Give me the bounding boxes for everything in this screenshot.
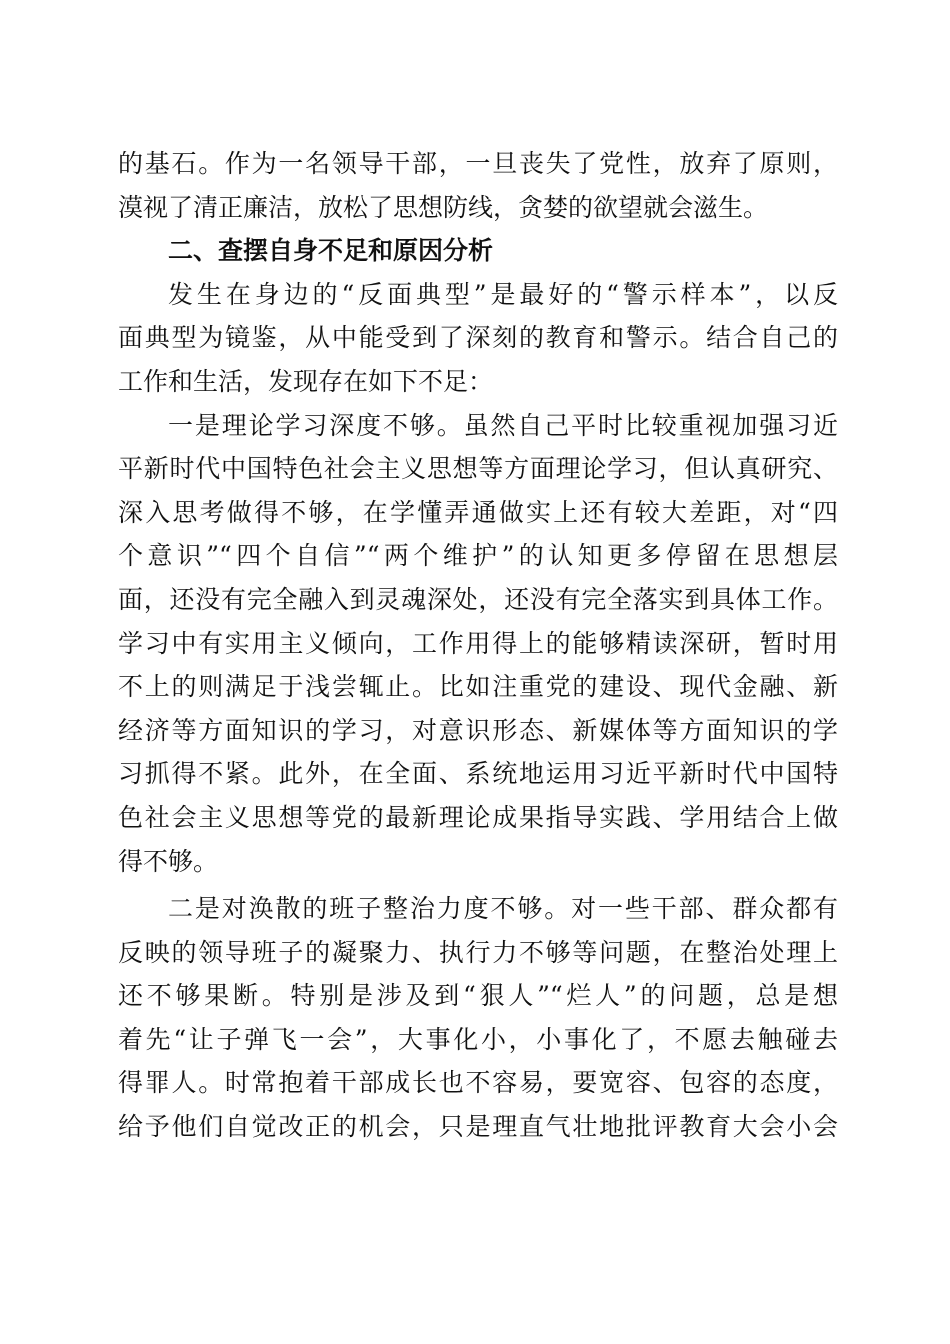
text-line: 色社会主义思想等党的最新理论成果指导实践、学用结合上做 — [118, 802, 838, 832]
continuation-paragraph — [118, 142, 838, 229]
text-line: 二是对涣散的班子整治力度不够。对一些干部、群众都有 — [168, 894, 838, 924]
text-line: 习抓得不紧。此外，在全面、系统地运用习近平新时代中国特 — [118, 759, 838, 789]
text-line: 经济等方面知识的学习，对意识形态、新媒体等方面知识的学 — [118, 715, 838, 745]
intro-paragraph — [118, 273, 838, 404]
text-line: 面典型为镜鉴，从中能受到了深刻的教育和警示。结合自己的 — [118, 323, 838, 353]
text-line: 面，还没有完全融入到灵魂深处，还没有完全落实到具体工作。 — [118, 584, 838, 614]
point-two-paragraph — [118, 887, 838, 1149]
text-line: 得罪人。时常抱着干部成长也不容易，要宽容、包容的态度， — [118, 1068, 838, 1098]
text-line: 得不够。 — [118, 846, 219, 876]
document-body — [118, 142, 838, 1149]
text-line: 的基石。作为一名领导干部，一旦丧失了党性，放弃了原则， — [118, 149, 838, 178]
text-line: 个意识”“四个自信”“两个维护”的认知更多停留在思想层 — [118, 541, 838, 571]
text-line: 给予他们自觉改正的机会，只是理直气壮地批评教育大会小会 — [118, 1112, 838, 1142]
text-line: 反映的领导班子的凝聚力、执行力不够等问题，在整治处理上 — [118, 937, 838, 967]
text-line: 着先“让子弹飞一会”，大事化小，小事化了，不愿去触碰去 — [118, 1024, 838, 1054]
text-line: 学习中有实用主义倾向，工作用得上的能够精读深研，暂时用 — [118, 628, 838, 658]
text-line: 不上的则满足于浅尝辄止。比如注重党的建设、现代金融、新 — [118, 672, 838, 702]
text-line: 平新时代中国特色社会主义思想等方面理论学习，但认真研究、 — [118, 454, 838, 484]
text-line: 一是理论学习深度不够。虽然自己平时比较重视加强习近 — [168, 410, 838, 440]
text-line: 还不够果断。特别是涉及到“狠人”“烂人”的问题，总是想 — [118, 981, 838, 1011]
section-heading: 二、查摆自身不足和原因分析 — [168, 236, 494, 266]
text-line: 工作和生活，发现存在如下不足： — [118, 366, 494, 396]
text-line: 漠视了清正廉洁，放松了思想防线，贪婪的欲望就会滋生。 — [118, 192, 769, 222]
text-line: 发生在身边的“反面典型”是最好的“警示样本”，以反 — [168, 279, 838, 309]
point-one-paragraph — [118, 404, 838, 884]
text-line: 深入思考做得不够，在学懂弄通做实上还有较大差距，对“四 — [118, 497, 838, 527]
